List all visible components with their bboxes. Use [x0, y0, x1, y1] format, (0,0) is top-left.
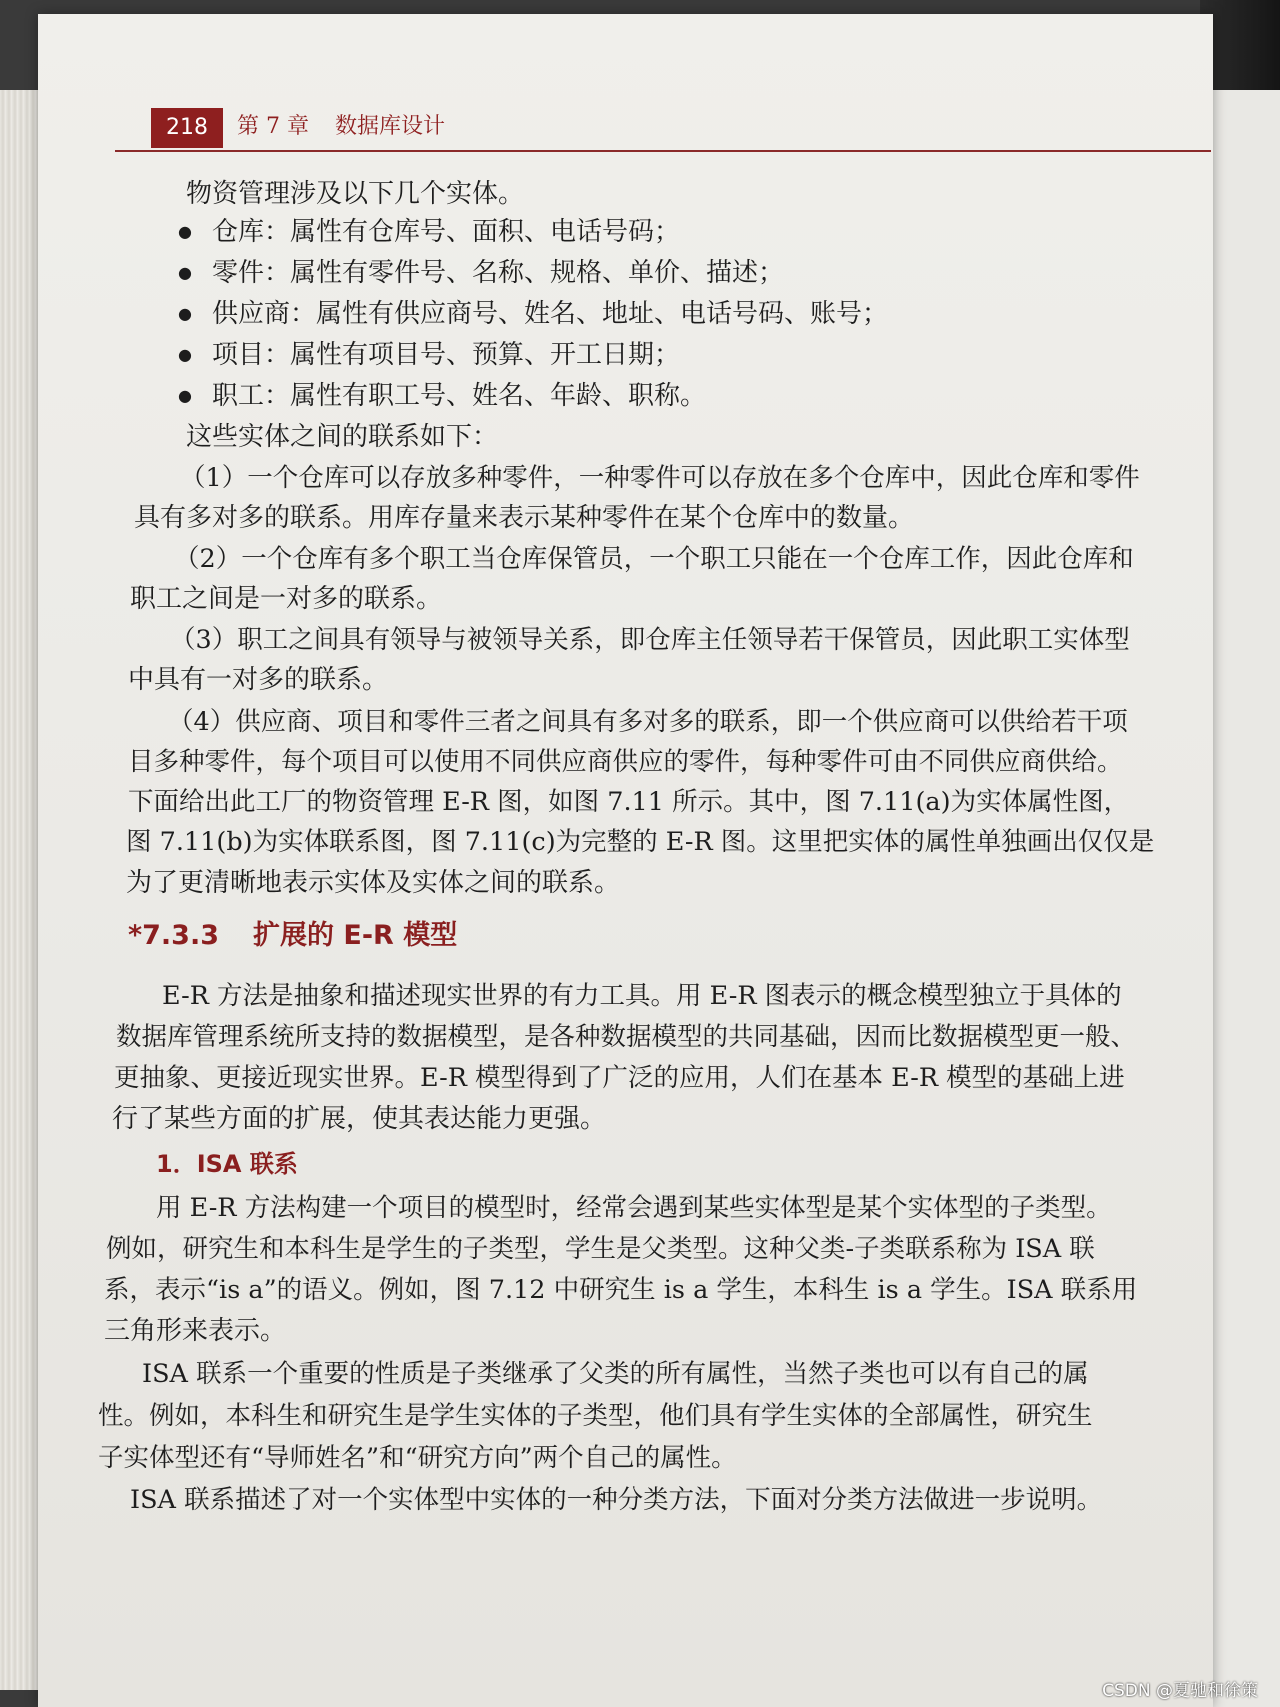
relation-line: 目多种零件，每个项目可以使用不同供应商供应的零件，每种零件可由不同供应商供给。 [128, 747, 1123, 777]
book-page [38, 14, 1213, 1707]
relation-line: （3）职工之间具有领导与被领导关系，即仓库主任领导若干保管员，因此职工实体型 [170, 625, 1130, 655]
entity-item: ● 仓库：属性有仓库号、面积、电话号码； [212, 214, 680, 250]
section-paragraph-line: E-R 方法是抽象和描述现实世界的有力工具。用 E-R 图表示的概念模型独立于具体的 [162, 981, 1122, 1011]
section-paragraph-line: 数据库管理系统所支持的数据模型，是各种数据模型的共同基础，因而比数据模型更一般、 [116, 1022, 1137, 1052]
entity-item: ● 零件：属性有零件号、名称、规格、单价、描述； [212, 255, 784, 291]
relation-line: 具有多对多的联系。用库存量来表示某种零件在某个仓库中的数量。 [134, 503, 915, 533]
intro-text: 物资管理涉及以下几个实体。 [186, 179, 525, 209]
facing-page [1213, 90, 1280, 1707]
relation-line: （4）供应商、项目和零件三者之间具有多对多的联系，即一个供应商可以供给若干项 [168, 707, 1128, 737]
relation-line: 图 7.11(b)为实体联系图，图 7.11(c)为完整的 E-R 图。这里把实体的属性单独画出仅仅是 [126, 827, 1155, 857]
isa-paragraph-line: 性。例如，本科生和研究生是学生实体的子类型，他们具有学生实体的全部属性，研究生 [98, 1401, 1093, 1431]
chapter-number: 第 7 章 [237, 114, 309, 139]
isa-paragraph-line: 系，表示“is a”的语义。例如，图 7.12 中研究生 is a 学生，本科生 is a 学生。ISA 联系用 [104, 1275, 1138, 1305]
section-paragraph-line: 行了某些方面的扩展，使其表达能力更强。 [112, 1104, 607, 1134]
watermark-text: CSDN @夏驰和徐策 [1102, 1681, 1258, 1701]
isa-paragraph-line: ISA 联系描述了对一个实体型中实体的一种分类方法，下面对分类方法做进一步说明。 [130, 1485, 1103, 1515]
entity-item: ● 职工：属性有职工号、姓名、年龄、职称。 [212, 378, 706, 414]
isa-paragraph-line: 用 E-R 方法构建一个项目的模型时，经常会遇到某些实体型是某个实体型的子类型。 [156, 1193, 1112, 1223]
relation-line: （2）一个仓库有多个职工当仓库保管员，一个职工只能在一个仓库工作，因此仓库和 [174, 544, 1134, 574]
section-paragraph-line: 更抽象、更接近现实世界。E-R 模型得到了广泛的应用，人们在基本 E-R 模型的基础上进 [114, 1063, 1125, 1093]
page-number: 218 [151, 108, 223, 148]
relation-line: 为了更清晰地表示实体及实体之间的联系。 [126, 868, 621, 898]
subsection-heading: 1．ISA 联系 [156, 1150, 298, 1178]
section-title: 扩展的 E-R 模型 [253, 920, 458, 951]
isa-paragraph-line: 子实体型还有“导师姓名”和“研究方向”两个自己的属性。 [98, 1443, 737, 1473]
entity-item: ● 项目：属性有项目号、预算、开工日期； [212, 337, 680, 373]
relation-line: （1）一个仓库可以存放多种零件，一种零件可以存放在多个仓库中，因此仓库和零件 [180, 463, 1140, 493]
relation-line: 职工之间是一对多的联系。 [130, 584, 443, 614]
isa-paragraph-line: 例如，研究生和本科生是学生的子类型，学生是父类型。这种父类-子类联系称为 ISA 联 [106, 1234, 1095, 1264]
chapter-title: 数据库设计 [334, 114, 445, 139]
chapter-heading [237, 110, 471, 144]
section-heading [128, 918, 457, 954]
relations-intro: 这些实体之间的联系如下： [186, 422, 499, 452]
section-number: *7.3.3 [128, 920, 219, 951]
isa-paragraph-line: ISA 联系一个重要的性质是子类继承了父类的所有属性，当然子类也可以有自己的属 [142, 1359, 1089, 1389]
entity-item: ● 供应商：属性有供应商号、姓名、地址、电话号码、账号； [212, 296, 888, 332]
relation-line: 下面给出此工厂的物资管理 E-R 图，如图 7.11 所示。其中，图 7.11(a)为实体属性图， [128, 787, 1130, 817]
relation-line: 中具有一对多的联系。 [128, 665, 389, 695]
running-header [115, 104, 1211, 152]
isa-paragraph-line: 三角形来表示。 [104, 1316, 287, 1346]
